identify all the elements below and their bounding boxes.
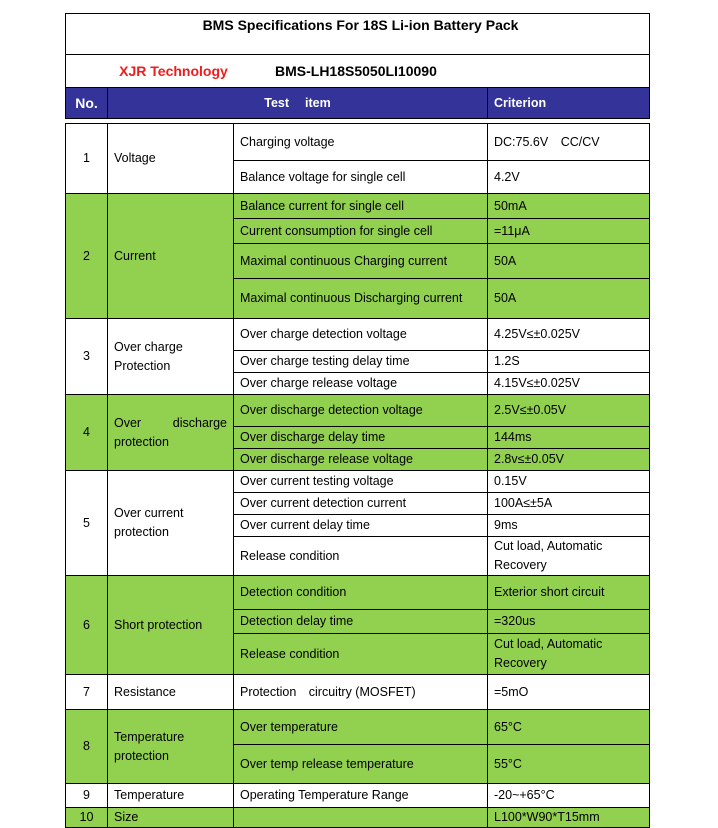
criterion-value: 4.15V≤±0.025V <box>488 373 650 395</box>
group-number: 4 <box>66 395 108 471</box>
criterion-value: 0.15V <box>488 471 650 493</box>
criterion-value: 50A <box>488 244 650 279</box>
criterion-value: 144ms <box>488 427 650 449</box>
header-criterion: Criterion <box>488 88 650 119</box>
criterion-value: DC:75.6V CC/CV <box>488 124 650 161</box>
criterion-value: =320us <box>488 610 650 634</box>
group-name: Over discharge protection <box>108 395 234 471</box>
group-name: Over current protection <box>108 471 234 576</box>
criterion-value: 4.2V <box>488 161 650 194</box>
company-name: XJR Technology <box>119 62 228 79</box>
test-item: Over discharge delay time <box>234 427 488 449</box>
test-item: Release condition <box>234 537 488 576</box>
group-name: Resistance <box>108 675 234 710</box>
test-item: Maximal continuous Discharging current <box>234 279 488 319</box>
test-item: Over charge testing delay time <box>234 351 488 373</box>
criterion-value: L100*W90*T15mm <box>488 808 650 828</box>
test-item: Release condition <box>234 634 488 675</box>
criterion-value: 50mA <box>488 194 650 219</box>
test-item: Maximal continuous Charging current <box>234 244 488 279</box>
model-number: BMS-LH18S5050LI10090 <box>275 62 437 79</box>
brand-row <box>66 55 650 88</box>
spec-row <box>66 675 650 710</box>
test-item: Over current detection current <box>234 493 488 515</box>
spec-sheet <box>65 13 649 828</box>
test-item: Over discharge detection voltage <box>234 395 488 427</box>
spec-row <box>66 808 650 828</box>
spec-row <box>66 710 650 745</box>
spec-row <box>66 319 650 351</box>
group-number: 1 <box>66 124 108 194</box>
test-item: Current consumption for single cell <box>234 219 488 244</box>
test-item: Over charge release voltage <box>234 373 488 395</box>
criterion-value: 65°C <box>488 710 650 745</box>
group-name: Size <box>108 808 234 828</box>
group-name: Short protection <box>108 576 234 675</box>
criterion-value: 50A <box>488 279 650 319</box>
criterion-value: -20~+65°C <box>488 784 650 808</box>
test-item: Over current testing voltage <box>234 471 488 493</box>
group-name: Voltage <box>108 124 234 194</box>
group-number: 3 <box>66 319 108 395</box>
criterion-value: =11μA <box>488 219 650 244</box>
test-item: Detection delay time <box>234 610 488 634</box>
test-item: Protection circuitry (MOSFET) <box>234 675 488 710</box>
criterion-value: 2.5V≤±0.05V <box>488 395 650 427</box>
group-number: 7 <box>66 675 108 710</box>
spec-row <box>66 395 650 427</box>
test-item: Charging voltage <box>234 124 488 161</box>
criterion-value: Cut load, Automatic Recovery <box>488 634 650 675</box>
test-item: Over temperature <box>234 710 488 745</box>
criterion-value: Cut load, Automatic Recovery <box>488 537 650 576</box>
group-number: 6 <box>66 576 108 675</box>
criterion-value: 9ms <box>488 515 650 537</box>
group-number: 9 <box>66 784 108 808</box>
test-item <box>234 808 488 828</box>
spec-row <box>66 784 650 808</box>
criterion-value: 4.25V≤±0.025V <box>488 319 650 351</box>
group-number: 10 <box>66 808 108 828</box>
group-name: Temperature protection <box>108 710 234 784</box>
group-name: Temperature <box>108 784 234 808</box>
criterion-value: Exterior short circuit <box>488 576 650 610</box>
test-item: Balance voltage for single cell <box>234 161 488 194</box>
spec-row <box>66 194 650 219</box>
group-name: Over charge Protection <box>108 319 234 395</box>
criterion-value: 2.8v≤±0.05V <box>488 449 650 471</box>
group-number: 5 <box>66 471 108 576</box>
criterion-value: 100A≤±5A <box>488 493 650 515</box>
group-name: Current <box>108 194 234 319</box>
criterion-value: =5mO <box>488 675 650 710</box>
group-number: 2 <box>66 194 108 319</box>
test-item: Detection condition <box>234 576 488 610</box>
document-title: BMS Specifications For 18S Li-ion Battery Pack <box>66 14 650 55</box>
spec-table <box>65 13 650 828</box>
spec-row <box>66 576 650 610</box>
test-item: Over temp release temperature <box>234 745 488 784</box>
test-item: Operating Temperature Range <box>234 784 488 808</box>
spec-row <box>66 471 650 493</box>
group-number: 8 <box>66 710 108 784</box>
test-item: Over current delay time <box>234 515 488 537</box>
criterion-value: 55°C <box>488 745 650 784</box>
spec-row <box>66 124 650 161</box>
header-test-item: Test item <box>108 88 488 119</box>
header-row <box>66 88 650 119</box>
test-item: Over discharge release voltage <box>234 449 488 471</box>
criterion-value: 1.2S <box>488 351 650 373</box>
test-item: Over charge detection voltage <box>234 319 488 351</box>
test-item: Balance current for single cell <box>234 194 488 219</box>
header-no: No. <box>66 88 108 119</box>
